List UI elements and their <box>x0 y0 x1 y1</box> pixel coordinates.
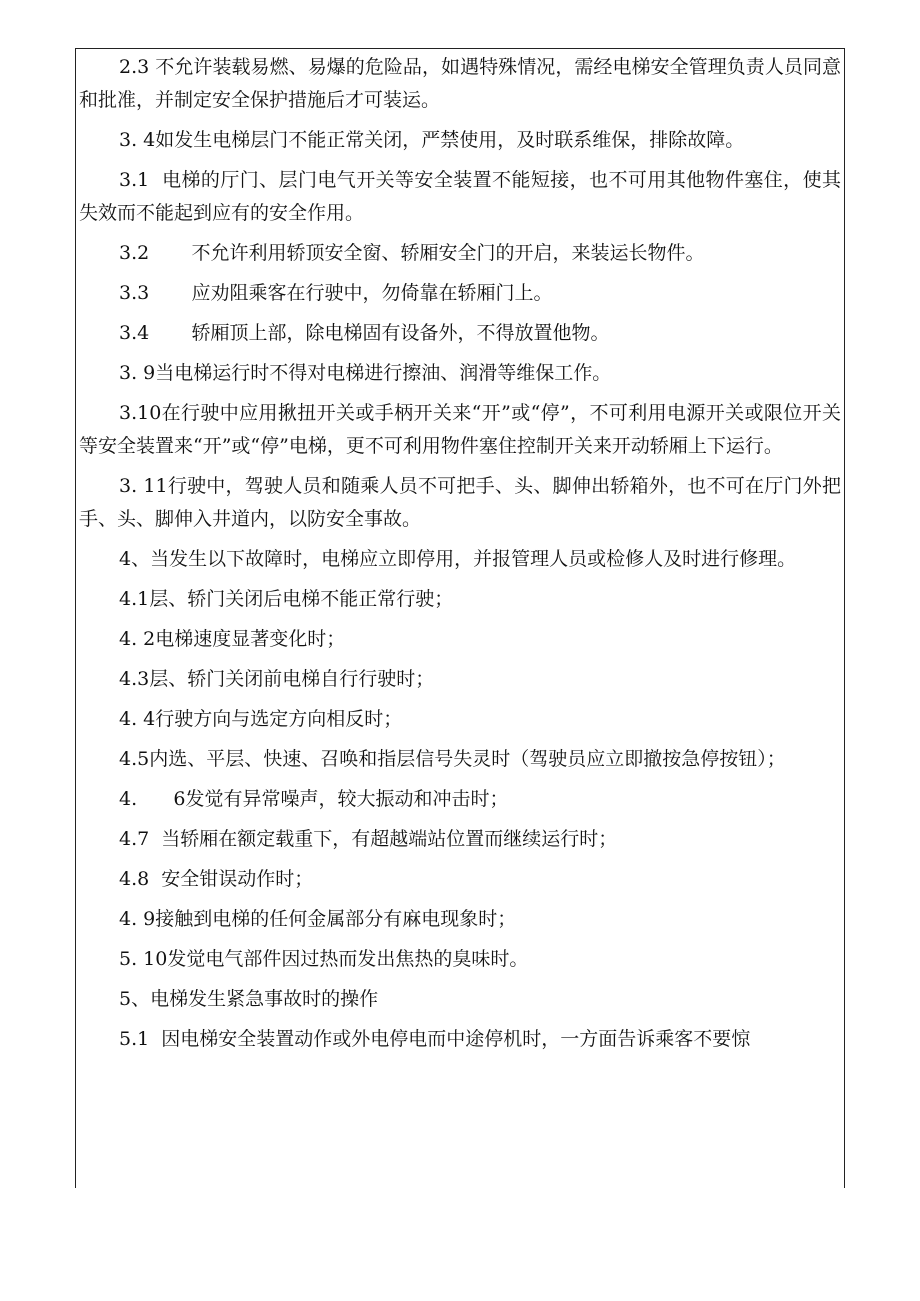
paragraph-2-3: 2.3 不允许装载易燃、易爆的危险品，如遇特殊情况，需经电梯安全管理负责人员同意和批准，并制定安全保护措施后才可装运。 <box>79 56 841 111</box>
paragraph-4-3: 4.3层、轿门关闭前电梯自行行驶时； <box>119 668 435 690</box>
paragraph-4-9: 4. 9接触到电梯的任何金属部分有麻电现象时； <box>119 908 517 930</box>
paragraph-5-10: 5. 10发觉电气部件因过热而发出焦热的臭味时。 <box>119 948 529 970</box>
paragraph-3-4: 3.4 轿厢顶上部，除电梯固有设备外，不得放置他物。 <box>119 322 610 344</box>
paragraph-4-6: 4. 6发觉有异常噪声，较大振动和冲击时； <box>119 788 509 810</box>
paragraph-3-1: 3.1 电梯的厅门、层门电气开关等安全装置不能短接，也不可用其他物件塞住，使其失效而不能起到应有的安全作用。 <box>79 169 841 224</box>
paragraph-5-1: 5.1 因电梯安全装置动作或外电停电而中途停机时，一方面告诉乘客不要惊 <box>119 1028 751 1050</box>
paragraph-3-10: 3.10在行驶中应用揪扭开关或手柄开关来“开”或“停”，不可利用电源开关或限位开关等安全装置来“开”或“停”电梯，更不可利用物件塞住控制开关来开动轿厢上下运行。 <box>79 402 841 457</box>
paragraph-4-5: 4.5内选、平层、快速、召唤和指层信号失灵时（驾驶员应立即撤按急停按钮）； <box>119 748 786 770</box>
paragraph-4-7: 4.7 当轿厢在额定载重下，有超越端站位置而继续运行时； <box>119 828 618 850</box>
paragraph-4-8: 4.8 安全钳误动作时； <box>119 868 314 890</box>
paragraph-4-4: 4. 4行驶方向与选定方向相反时； <box>119 708 403 730</box>
paragraph-5: 5、电梯发生紧急事故时的操作 <box>119 988 379 1010</box>
paragraph-3-9: 3. 9当电梯运行时不得对电梯进行擦油、润滑等维保工作。 <box>119 362 612 384</box>
document-body <box>79 51 843 1056</box>
paragraph-4-1: 4.1层、轿门关闭后电梯不能正常行驶； <box>119 588 454 610</box>
paragraph-3-2: 3.2 不允许利用轿顶安全窗、轿厢安全门的开启，来装运长物件。 <box>119 242 705 264</box>
paragraph-3-11: 3. 11行驶中，驾驶人员和随乘人员不可把手、头、脚伸出轿箱外，也不可在厅门外把手、头、脚伸入井道内，以防安全事故。 <box>79 475 841 530</box>
paragraph-3-4-door: 3. 4如发生电梯层门不能正常关闭，严禁使用，及时联系维保，排除故障。 <box>119 129 745 151</box>
paragraph-4-2: 4. 2电梯速度显著变化时； <box>119 628 346 650</box>
paragraph-4: 4、当发生以下故障时，电梯应立即停用，并报管理人员或检修人及时进行修理。 <box>119 548 797 570</box>
paragraph-3-3: 3.3 应劝阻乘客在行驶中，勿倚靠在轿厢门上。 <box>119 282 553 304</box>
